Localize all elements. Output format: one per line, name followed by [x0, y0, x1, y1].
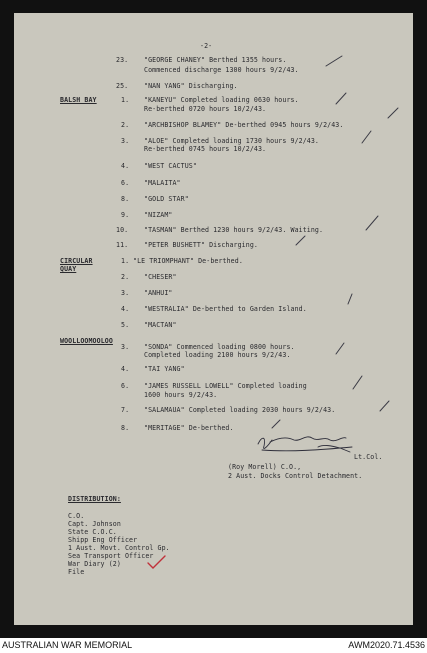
check-mark-icon: [336, 93, 346, 104]
entry-text-line2: Completed loading 2100 hours 9/2/43.: [144, 351, 291, 359]
entry-number: 6.: [121, 179, 130, 187]
entry-text-line2: Re-berthed 0745 hours 10/2/43.: [144, 145, 267, 153]
entry-text: "WESTRALIA" De-berthed to Garden Island.: [144, 305, 307, 313]
distribution-item: Shipp Eng Officer: [68, 536, 138, 544]
check-mark-icon: [326, 56, 342, 66]
entry-text: "CHESER": [144, 273, 177, 281]
entry-number: 4.: [121, 162, 130, 170]
signature-name: (Roy Morell) C.O.,: [228, 463, 302, 471]
check-mark-icon: [362, 131, 371, 143]
entry-number: 8.: [121, 424, 130, 432]
distribution-item: Capt. Johnson: [68, 520, 121, 528]
entry-number: 3.: [121, 343, 130, 351]
entry-number: 1.: [121, 96, 130, 104]
check-mark-icon: [353, 376, 362, 389]
entry-text: "MERITAGE" De-berthed.: [144, 424, 234, 432]
location-heading: WOOLLOOMOOLOO: [60, 337, 113, 345]
entry-text-line2: Re-berthed 0720 hours 10/2/43.: [144, 105, 267, 113]
check-mark-icon: [348, 294, 352, 304]
entry-text: "ARCHBISHOP BLAMEY" De-berthed 0945 hours 9/2/43.: [144, 121, 344, 129]
distribution-heading: DISTRIBUTION:: [68, 495, 121, 503]
entry-text: "WEST CACTUS": [144, 162, 197, 170]
entry-number: 4.: [121, 305, 130, 313]
entry-text: "TAI YANG": [144, 365, 185, 373]
entry-text: "MALAITA": [144, 179, 181, 187]
entry-number: 6.: [121, 382, 130, 390]
signature-scrawl: [258, 437, 352, 452]
page-number: -2-: [200, 42, 213, 50]
entry-text: "ALOE" Completed loading 1730 hours 9/2/43.: [144, 137, 319, 145]
distribution-item: File: [68, 568, 85, 576]
signature-unit: 2 Aust. Docks Control Detachment.: [228, 472, 363, 480]
entry-number: 5.: [121, 321, 130, 329]
entry-text: "PETER BUSHETT" Discharging.: [144, 241, 258, 249]
check-mark-icon: [336, 343, 344, 354]
distribution-item: C.O.: [68, 512, 85, 520]
entry-text: "MACTAN": [144, 321, 177, 329]
entry-text-line2: Commenced discharge 1300 hours 9/2/43.: [144, 66, 299, 74]
entry-number: 3.: [121, 137, 130, 145]
entry-number: 3.: [121, 289, 130, 297]
entry-text: "GOLD STAR": [144, 195, 189, 203]
entry-number: 1.: [121, 257, 130, 265]
entry-number: 11.: [116, 241, 129, 249]
entry-text: "GEORGE CHANEY" Berthed 1355 hours.: [144, 56, 287, 64]
distribution-item: State C.O.C.: [68, 528, 117, 536]
check-mark-icon: [388, 108, 398, 118]
entry-text: "NAN YANG" Discharging.: [144, 82, 238, 90]
entry-number: 9.: [121, 211, 130, 219]
entry-text: "LE TRIOMPHANT" De-berthed.: [133, 257, 243, 265]
entry-text: "NIZAM": [144, 211, 173, 219]
entry-number: 25.: [116, 82, 129, 90]
entry-number: 10.: [116, 226, 129, 234]
distribution-item: War Diary (2): [68, 560, 121, 568]
location-heading-line2: QUAY: [60, 265, 77, 273]
entry-text: "KANEYU" Completed loading 0630 hours.: [144, 96, 299, 104]
check-mark-icon: [366, 216, 378, 230]
location-heading: CIRCULAR: [60, 257, 93, 265]
distribution-item: Sea Transport Officer: [68, 552, 154, 560]
location-heading: BALSH BAY: [60, 96, 97, 104]
entry-number: 2.: [121, 121, 130, 129]
entry-number: 2.: [121, 273, 130, 281]
entry-text: "SONDA" Commenced loading 0800 hours.: [144, 343, 295, 351]
distribution-item: 1 Aust. Movt. Control Gp.: [68, 544, 170, 552]
entry-text: "ANHUI": [144, 289, 173, 297]
entry-number: 7.: [121, 406, 130, 414]
entry-number: 8.: [121, 195, 130, 203]
footer-bar: [0, 638, 427, 653]
check-mark-icon: [296, 236, 305, 245]
entry-number: 4.: [121, 365, 130, 373]
entry-number: 23.: [116, 56, 129, 64]
check-mark-icon: [380, 401, 389, 411]
entry-text: "JAMES RUSSELL LOWELL" Completed loading: [144, 382, 307, 390]
check-mark-icon: [272, 420, 280, 428]
footer-accession-id: AWM2020.71.4536: [348, 640, 425, 650]
signature-rank: Lt.Col.: [354, 453, 383, 461]
entry-text: "SALAMAUA" Completed loading 2030 hours 9/2/43.: [144, 406, 336, 414]
entry-text: "TASMAN" Berthed 1230 hours 9/2/43. Waiting.: [144, 226, 324, 234]
entry-text-line2: 1600 hours 9/2/43.: [144, 391, 218, 399]
footer-source: AUSTRALIAN WAR MEMORIAL: [2, 640, 133, 650]
